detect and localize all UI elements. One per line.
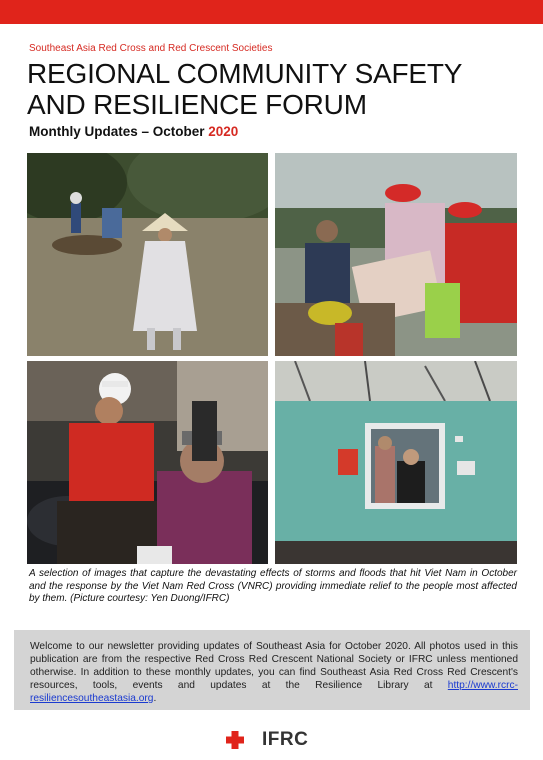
photo-caption: A selection of images that capture the devastating effects of storms and floods that hit Viet Nam in October and the response by the Viet Nam Red Cross (VNRC) providing immediate relief to the people most affected by them. (Picture courtesy: Yen Duong/IFRC) [29, 568, 517, 604]
ifrc-logo [225, 728, 308, 752]
relief-distribution-photo [275, 153, 517, 356]
red-cross-icon [225, 730, 245, 750]
page-title [27, 58, 462, 120]
damaged-house-photo [275, 361, 517, 564]
flooded-street-photo [27, 153, 268, 356]
newsletter-note [14, 630, 530, 710]
subtitle-year: 2020 [208, 124, 239, 139]
title-line-1: REGIONAL COMMUNITY SAFETY [27, 58, 463, 89]
title-line-2: AND RESILIENCE FORUM [27, 89, 367, 120]
page-subtitle [29, 124, 238, 139]
resilience-library-link[interactable]: http://www.rcrc-resiliencesoutheastasia.org [30, 680, 518, 704]
logo-text: IFRC [262, 729, 309, 750]
organization-name: Southeast Asia Red Cross and Red Crescent Societies [29, 43, 273, 54]
note-end: . [153, 693, 157, 704]
aid-handover-photo [27, 361, 268, 564]
red-crescent-icon [245, 730, 259, 750]
subtitle-text: Monthly Updates – October [29, 124, 209, 139]
note-text: Welcome to our newsletter providing updates of Southeast Asia for October 2020. All photos used in this publication are from the respective Red Cross Red Crescent National Society or IFRC unless mentioned otherwise. In addition to these monthly updates, you can find Southeast Asia Red Cross Red Crescent's resources, tools, events and updates at the Resilience Library at [30, 641, 518, 691]
top-red-bar [0, 0, 543, 24]
